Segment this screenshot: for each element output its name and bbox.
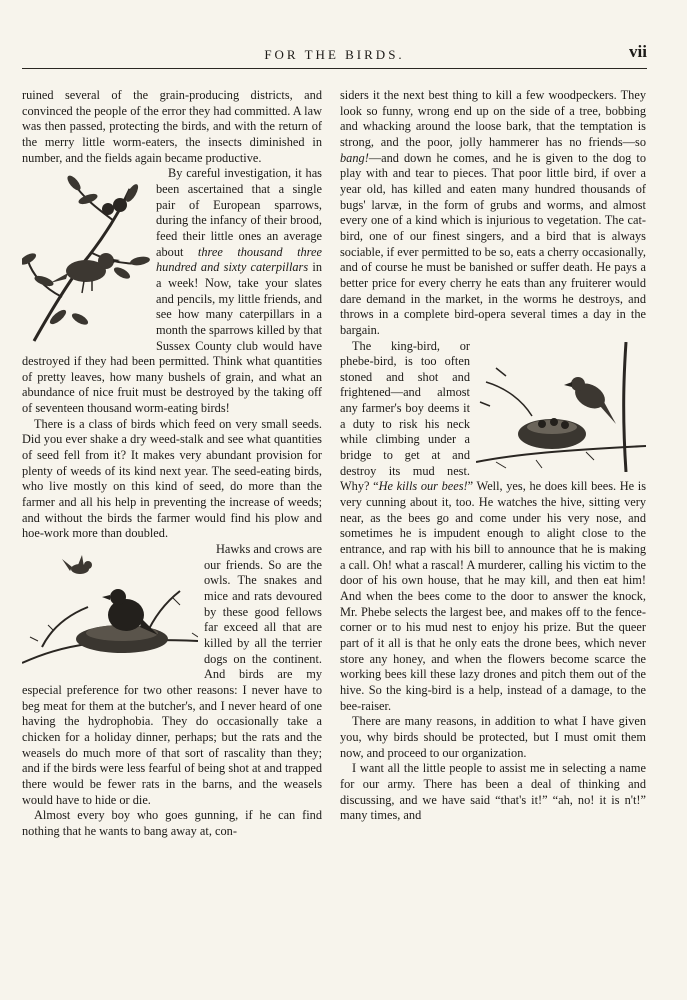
- paragraph: By careful investigation, it has been ascertained that a single pair of European sparrows, during the infancy of their brood, feed their little ones an average about three thousand three hundred and sixty caterpillars in a week! Now, take your slates and pencils, my little friends, and see how many caterpillars in a month the sparrows killed by that Sussex County club would have destroyed if they had been permitted. Think what quantities of pretty leaves, how many bushels of grain, and what an abundance of nice fruit must be destroyed by the taking off of seventeen thousand worm-eating birds!: [22, 166, 322, 417]
- paragraph: siders it the next best thing to kill a few woodpeckers. They look so funny, wrong end up on the side of a tree, bobbing and whacking around the loose bark, that the temptation is strong, and the poor, jolly hammerer has no friends—so bang!—and down he comes, and he is given to the dog to play with and tear to pieces. That poor little bird, if over a year old, has killed and eaten many hundred thousands of bugs' larvæ, in the form of grubs and worms, and almost every one of a kind which is injurious to vegetation. The cat-bird, one of our finest singers, and a bird that is always sociable, if ever permitted to be so, eats a cherry occasionally, and of course he must be banished or suffer death. He pays a better price for every cherry he eats than any fruiterer would dare demand in the market, in the worms he destroys, and throws in a complete bird-opera several times a day in the bargain.: [340, 88, 646, 337]
- left-column: [22, 88, 322, 840]
- paragraph: I want all the little people to assist me in selecting a name for our army. There has been a deal of thinking and discussing, and we have said “that's it!” “ah, no! it is n't!” many times, and: [340, 761, 646, 823]
- page-header: [22, 44, 647, 69]
- paragraph: The king-bird, or phebe-bird, is too often stoned and shot and frightened—and almost any farmer's boy deems it a duty to risk his neck while climbing under a bridge to get at and destroy its mud nest. Why? “He kills our bees!” Well, yes, he does kill bees. He is very cunning about it, too. He watches the hive, sitting very near, as the bees go and come under his very nose, and sometimes he is impudent enough to alight close to the entrance, and rap with his bill to announce that he is making a call. Oh! what a rascal! A murderer, calling his victim to the door of his own house, that he may kill, and then eat him! And when the bees come to the door to answer the knock, Mr. Phebe selects the largest bee, and makes off to the fence-corner or to his mud nest to enjoy his prize. But the queer part of it all is that he only eats the drone bees, which never store any honey, and when the flowers become scarce the working bees kill these lazy drones and pitch them out of the hive. So the king-bird is a help, instead of a damage, to the bee-raiser.: [340, 338, 646, 713]
- sparrow-on-branch-illustration: [22, 169, 150, 345]
- running-title: FOR THE BIRDS.: [264, 47, 405, 62]
- paragraph: There are many reasons, in addition to what I have given you, why birds should be protected, but I must omit them now, and proceed to our organization.: [340, 714, 646, 760]
- crow-nest-illustration: [22, 545, 198, 669]
- kingbird-nest-illustration: [476, 342, 646, 472]
- paragraph: Almost every boy who goes gunning, if he can find nothing that he wants to bang away at, con-: [22, 808, 322, 838]
- paragraph: ruined several of the grain-producing districts, and convinced the people of the error they had committed. A law was then passed, protecting the birds, and with the return of the merry little worm-eaters, the insects diminished in number, and the fields again became productive.: [22, 88, 322, 165]
- page-number: vii: [629, 42, 647, 61]
- paragraph: Hawks and crows are our friends. So are the owls. The snakes and mice and rats devoured by these good fellows far exceed all that are killed by all the terrier dogs on the continent. And birds are my especial preference for two other reasons: I never have to beg meat for them at the butcher's, and I never heard of one having the hydrophobia. They do occasionally take a chicken for a holiday dinner, perhaps; but the rats and the weasels do much more of that sort of rascality than they; and if the birds were less fearful of being shot at and trapped there would be fewer rats in the barns, and the weasels would have to hide or die.: [22, 542, 322, 807]
- right-column: [340, 88, 646, 824]
- paragraph: There is a class of birds which feed on very small seeds. Did you ever shake a dry weed-stalk and see what quantities of seed fell from it? It makes very abundant provision for plenty of weeds of its kind next year. The seed-eating birds, who live mostly on this kind of seed, do more than the farmer and all his help in preventing the increase of weeds; and without the birds the farmer would find his plow and hoe-work more than doubled.: [22, 416, 322, 541]
